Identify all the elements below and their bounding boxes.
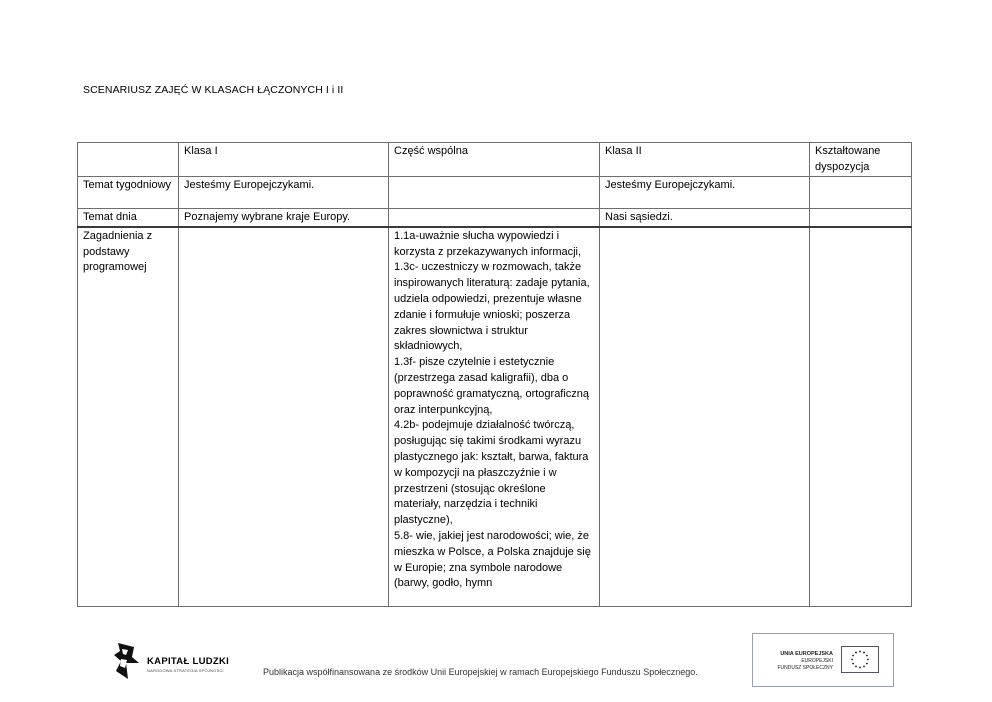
eu-line-1: UNIA EUROPEJSKA: [780, 651, 833, 657]
cell-klasa-1: Poznajemy wybrane kraje Europy.: [179, 209, 389, 227]
header-cell-klasa-2: Klasa II: [600, 143, 810, 177]
eu-flag-icon: [841, 646, 879, 673]
row-label: Temat dnia: [78, 209, 179, 227]
kapital-ludzki-subtitle: NARODOWA STRATEGIA SPÓJNOŚCI: [147, 668, 224, 673]
eu-star-icon: [852, 655, 854, 657]
document-title: SCENARIUSZ ZAJĘĆ W KLASACH ŁĄCZONYCH I i II: [83, 84, 344, 96]
kapital-ludzki-title: KAPITAŁ LUDZKI: [147, 656, 230, 667]
cell-klasa-2: [600, 227, 810, 607]
cell-dyspozycje: [810, 177, 912, 209]
header-cell-czesc-wspolna: Część wspólna: [389, 143, 600, 177]
eu-fund-logo: [752, 633, 894, 687]
kapital-ludzki-logo: [112, 641, 242, 683]
eu-star-icon: [851, 659, 853, 661]
header-cell-empty: [78, 143, 179, 177]
eu-line-3: FUNDUSZ SPOŁECZNY: [777, 665, 833, 671]
cell-czesc-wspolna: [389, 209, 600, 227]
table-row: [78, 227, 912, 607]
kapital-ludzki-emblem-icon: [112, 641, 142, 681]
cell-klasa-1: Jesteśmy Europejczykami.: [179, 177, 389, 209]
cell-dyspozycje: [810, 209, 912, 227]
header-cell-dyspozycje: Kształtowane dyspozycja: [810, 143, 912, 177]
eu-star-icon: [863, 652, 865, 654]
scenario-table: [77, 142, 912, 607]
cell-klasa-2: Jesteśmy Europejczykami.: [600, 177, 810, 209]
eu-star-icon: [859, 667, 861, 669]
header-cell-klasa-1: Klasa I: [179, 143, 389, 177]
eu-star-icon: [866, 655, 868, 657]
eu-star-icon: [867, 659, 869, 661]
eu-star-icon: [866, 663, 868, 665]
cell-dyspozycje: [810, 227, 912, 607]
eu-line-2: EUROPEJSKI: [801, 658, 833, 664]
eu-star-icon: [855, 652, 857, 654]
row-label: Zagadnienia z podstawy programowej: [78, 227, 179, 607]
table-row: [78, 177, 912, 209]
row-label: Temat tygodniowy: [78, 177, 179, 209]
cell-klasa-1: [179, 227, 389, 607]
cell-czesc-wspolna: [389, 177, 600, 209]
eu-star-icon: [859, 651, 861, 653]
cell-czesc-wspolna: 1.1a-uważnie słucha wypowiedzi i korzysta z przekazywanych informacji, 1.3c- uczestniczy w rozmowach, także inspirowanych literaturą: zadaje pytania, udziela odpowiedzi, prezentuje własne zdanie i formułuje wnioski; poszerza zakres słownictwa i struktur składniowych, 1.3f- pisze czytelnie i estetycznie (przestrzega zasad kaligrafii), dba o poprawność gramatyczną, ortograficzną oraz interpunkcyjną, 4.2b- podejmuje działalność twórczą, posługując się takimi środkami wyrazu plastycznego jak: kształt, barwa, faktura w kompozycji na płaszczyźnie i w przestrzeni (stosując określone materiały, narzędzia i techniki plastyczne), 5.8- wie, jakiej jest narodowości; wie, że mieszka w Polsce, a Polska znajduje się w Europie; zna symbole narodowe (barwy, godło, hymn: [389, 227, 600, 607]
eu-star-icon: [863, 666, 865, 668]
table-header-row: [78, 143, 912, 177]
eu-star-icon: [855, 666, 857, 668]
cell-klasa-2: Nasi sąsiedzi.: [600, 209, 810, 227]
eu-star-icon: [852, 663, 854, 665]
table-row: [78, 209, 912, 227]
funding-note: Publikacja współfinansowana ze środków Unii Europejskiej w ramach Europejskiego Funduszu Społecznego.: [263, 667, 698, 677]
